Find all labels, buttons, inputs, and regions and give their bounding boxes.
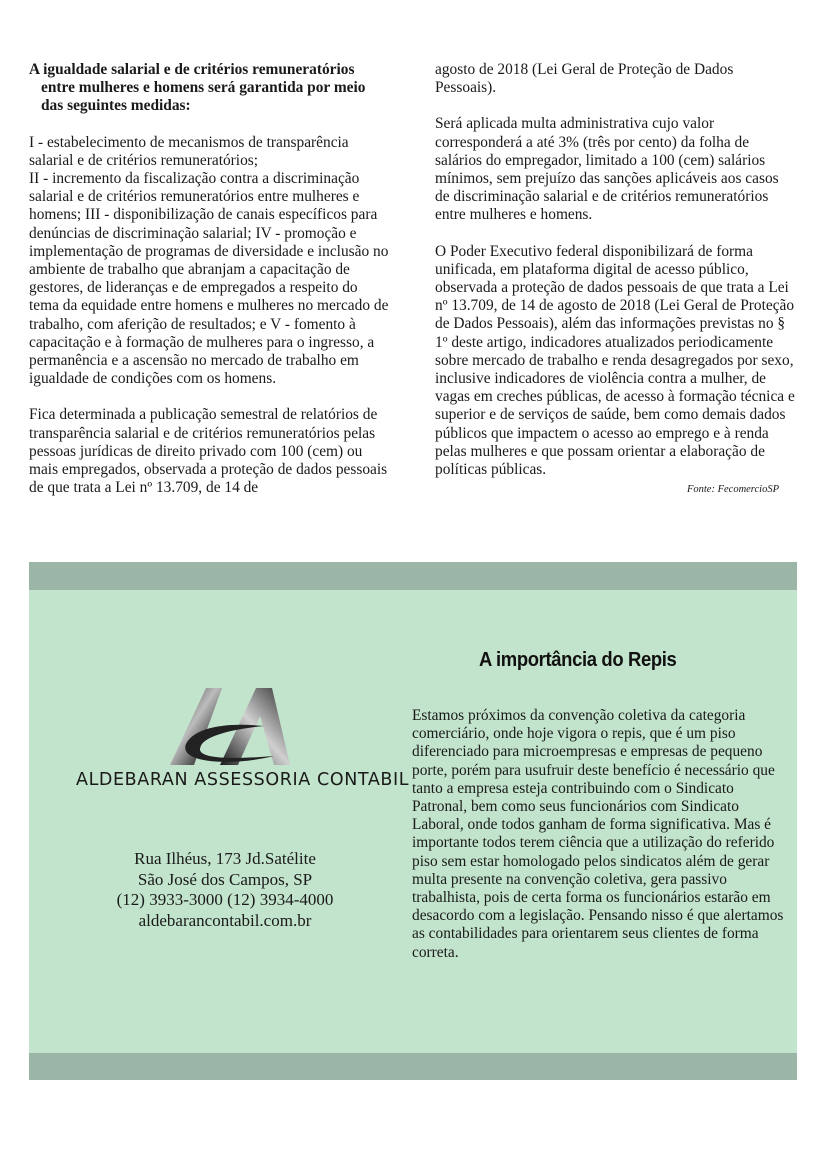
repis-title: A importância do Repis [479,648,677,671]
heading-first-line: A igualdade salarial e de critérios remuneratórios [29,61,355,78]
executive-paragraph: O Poder Executivo federal disponibilizará de forma unificada, em plataforma digital de acesso público, observada a proteção de dados pessoais de que trata a Lei nº 13.709, de 14 de agosto de 2018 (Lei Geral de Proteção de Dados Pessoais), além das informações previstas no § 1º deste artigo, indicadores atualizados periodicamente sobre mercado de trabalho e renda desagregados por sexo, inclusive indicadores de violência contra a mulher, de vagas em creches públicas, de acesso à formação técnica e superior e de serviços de saúde, bem como demais dados públicos que impactem o acesso ao emprego e à renda pelas mulheres e que possam orientar a elaboração de políticas públicas. [435,242,795,479]
fine-paragraph: Será aplicada multa administrativa cujo valor corresponderá a até 3% (três por cento) da folha de salários do empregador, limitado a 100 (cem) salários mínimos, sem prejuízo das sanções aplicáveis aos casos de discriminação salarial e de critérios remuneratórios entre mulheres e homens. [435,115,779,224]
article-heading [29,61,391,116]
measures-paragraph-1: I - estabelecimento de mecanismos de transparência salarial e de critérios remuneratórios; [29,133,349,169]
repis-body: Estamos próximos da convenção coletiva da categoria comerciário, onde hoje vigora o repis, que é um piso diferenciado para microempresas e empresas de pequeno porte, porém para usufruir deste benefício é necessário que tanto a empresa esteja contribuindo com o Sindicato Patronal, bem como seus funcionários com Sindicato Laboral, onde todos ganham de forma significativa. Mas é importante todos terem ciência que a utilização do referido piso sem estar homologado pelos sindicatos além de gerar multa presente na convenção coletiva, gera passivo trabalhista, pois de certa forma os funcionários estarão em desacordo com a legislação. Pensando nisso é que alertamos as contabilidades para orientarem seus clientes de forma correta. [412,707,784,961]
continuation-paragraph: agosto de 2018 (Lei Geral de Proteção de Dados Pessoais). [435,61,734,97]
measures-paragraph-2: II - incremento da fiscalização contra a discriminação salarial e de critérios remuneratórios entre mulheres e homens; III - disponibilização de canais específicos para denúncias de discriminação salarial; IV - promoção e implementação de programas de diversidade e inclusão no ambiente de trabalho que abranjam a capacitação de gestores, de lideranças e de empregados a respeito do tema da equidade entre homens e mulheres no mercado de trabalho, com aferição de resultados; e V - fomento à capacitação e à formação de mulheres para o ingresso, a permanência e a ascensão no mercado de trabalho em igualdade de condições com os homens. [29,170,389,388]
top-band [29,562,797,590]
phone-line: (12) 3933-3000 (12) 3934-4000 [116,890,334,910]
city-line: São José dos Campos, SP [137,869,313,889]
left-column [29,61,391,497]
contact-block [89,849,361,931]
heading-rest: entre mulheres e homens será garantida por meio das seguintes medidas: [41,79,366,115]
bottom-band [29,1053,797,1080]
source-credit: Fonte: FecomercioSP [686,484,779,496]
publication-paragraph: Fica determinada a publicação semestral de relatórios de transparência salarial e de critérios remuneratórios pelas pessoas jurídicas de direito privado com 100 (cem) ou mais empregados, observada a proteção de dados pessoais de que trata a Lei nº 13.709, de 14 de [29,406,388,497]
company-name: ALDEBARAN ASSESSORIA CONTABIL [76,770,410,790]
address-line: Rua Ilhéus, 173 Jd.Satélite [134,849,316,868]
website-link[interactable]: aldebarancontabil.com.br [138,910,312,930]
repis-box [29,562,797,1080]
right-column [435,61,795,499]
